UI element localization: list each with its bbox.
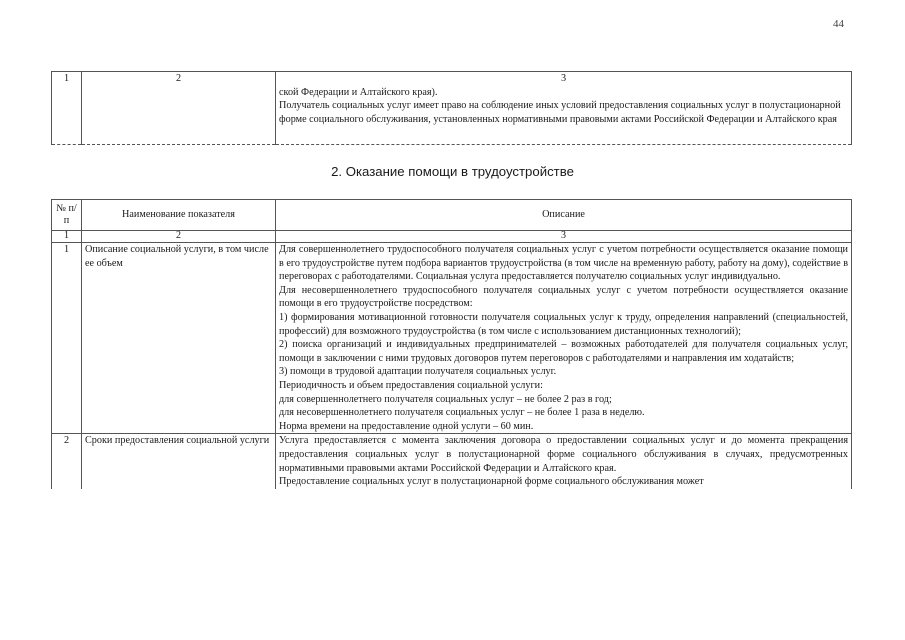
row-number: 2: [52, 434, 82, 489]
continuation-cell-num: 1: [52, 72, 82, 145]
row-description: [276, 243, 852, 434]
paragraph: 3) помощи в трудовой адаптации получателя социальных услуг.: [279, 366, 557, 378]
paragraph: Услуга предоставляется с момента заключения договора о предоставлении социальных услуг и до момента прекращения предоставления социальных услуг в полустационарной форме социального обслуживания в случаях, предусмотренных нормативными правовыми актами Российской Федерации и Алтайского края.: [279, 435, 848, 474]
paragraph: Предоставление социальных услуг в полустационарной форме социального обслуживания может: [279, 476, 704, 488]
service-table: [51, 199, 852, 489]
table-header-row: [52, 200, 852, 231]
page-number: 44: [833, 18, 844, 30]
paragraph: 2) поиска организаций и индивидуальных предпринимателей – возможных работодателей для получателя социальных услуг, помощи в заключении с ними трудовых договоров путем переговоров с работодателями и направления им ходатайств;: [279, 339, 848, 364]
continuation-cell-name: 2: [82, 72, 276, 145]
row-number: 1: [52, 243, 82, 434]
column-number: 2: [82, 231, 276, 243]
column-number-row: [52, 231, 852, 243]
header-description: Описание: [276, 200, 852, 231]
table-row: [52, 243, 852, 434]
paragraph: Для несовершеннолетнего трудоспособного получателя социальных услуг с учетом потребности осуществляется оказание помощи в его трудоустройстве посредством:: [279, 284, 848, 310]
column-number: 1: [52, 231, 82, 243]
row-name: Описание социальной услуги, в том числе ее объем: [82, 243, 276, 434]
paragraph: Периодичность и объем предоставления социальной услуги:: [279, 379, 543, 391]
header-number: № п/п: [52, 200, 82, 231]
continuation-table: [51, 71, 852, 145]
paragraph: Для совершеннолетнего трудоспособного получателя социальных услуг с учетом потребности осуществляется оказание помощи в его трудоустройстве путем подбора вариантов трудоустройства (в том числе на временную работу, работу на дому), содействие в переговорах с работодателями. Социальная услуга предоставляется получателю социальных услуг индивидуально.: [279, 244, 848, 283]
paragraph: Получатель социальных услуг имеет право на соблюдение иных условий предоставления социальных услуг в полустационарной форме социального обслуживания, установленных нормативными правовыми актами Российской Федерации и Алтайского края: [279, 100, 841, 125]
paragraph: 1) формирования мотивационной готовности получателя социальных услуг к труду, определения направлений (специальностей, профессий) для возможного трудоустройства (в том числе с использованием дистанционных технологий);: [279, 311, 848, 337]
paragraph: ской Федерации и Алтайского края).: [279, 86, 438, 98]
table-row: [52, 434, 852, 489]
column-number: 3: [560, 73, 567, 84]
table-row: [52, 72, 852, 145]
section-title: 2. Оказание помощи в трудоустройстве: [331, 164, 574, 179]
column-number: 3: [276, 231, 852, 243]
header-name: Наименование показателя: [82, 200, 276, 231]
paragraph: Норма времени на предоставление одной услуги – 60 мин.: [279, 420, 534, 432]
paragraph: для несовершеннолетнего получателя социальных услуг – не более 1 раза в неделю.: [279, 407, 645, 419]
row-name: Сроки предоставления социальной услуги: [82, 434, 276, 489]
continuation-cell-description: [276, 72, 852, 145]
paragraph: для совершеннолетнего получателя социальных услуг – не более 2 раз в год;: [279, 393, 612, 405]
row-description: [276, 434, 852, 489]
